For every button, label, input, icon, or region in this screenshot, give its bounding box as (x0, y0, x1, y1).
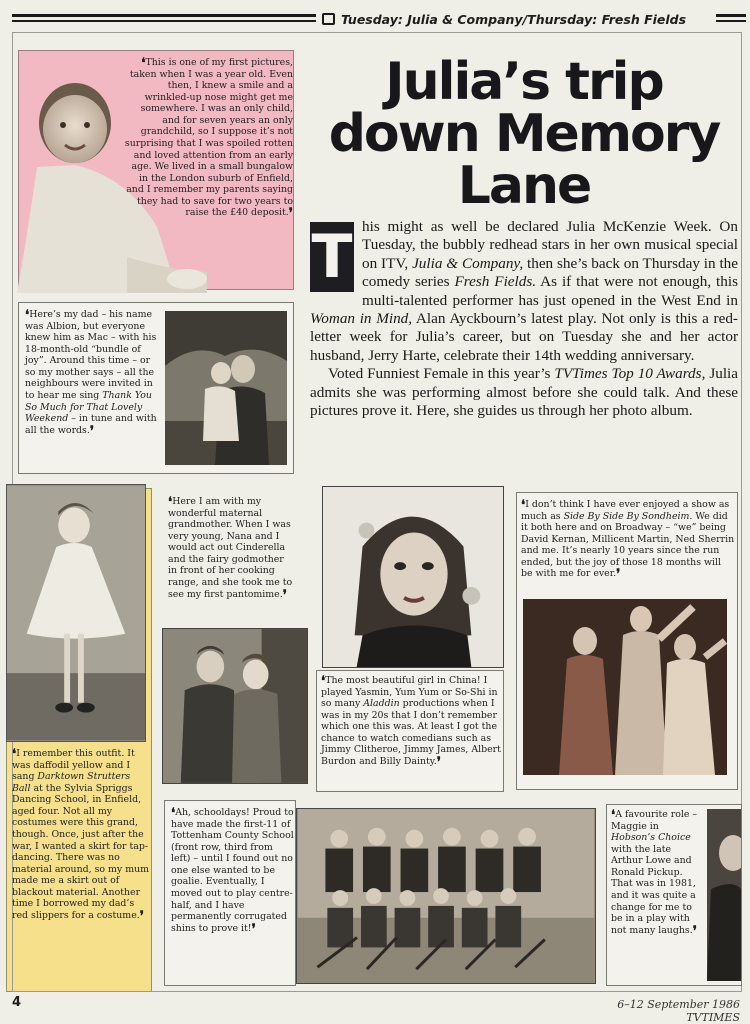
grandmother-caption: ❛Here I am with my wonderful maternal grandmother. When I was very young, Nana and I would act out Cinderella and the fairy godmother in front of her cooking range, and she took me to see my first pantomime.❜ (168, 495, 293, 603)
sondheim-photo (523, 599, 727, 775)
page-number: 4 (12, 995, 22, 1010)
intro-text (310, 218, 738, 420)
intro-paragraph-1: his might as well be declared Julia McKenzie Week. On Tuesday, the bubbly redhead stars in her own musical special on ITV, Julia & Company, then she’s back on Thursday in the comedy series Fresh Fields. As if that were not enough, this multi-talented performer has just opened in the West End in Woman in Mind, Alan Ayckbourn’s latest play. Not only is this a red-letter week for Julia’s career, but on Tuesday she and her actor husband, Jerry Harte, celebrate their 14th wedding anniversary. (310, 218, 738, 364)
issue-line: 6–12 September 1986 TVTIMES (617, 998, 740, 1024)
open-quote-icon: ❛ (611, 808, 616, 823)
dad-panel (18, 302, 294, 474)
sondheim-caption: ❛I don’t think I have ever enjoyed a show as much as Side By Side By Sondheim. We did it both here and on Broadway – “we” being David Kernan, Millicent Martin, Ned Sherrin and me. It’s nearly 10 years since the run ended, but the joy of those 18 months will be with me for ever.❜ (521, 498, 735, 583)
school-caption: ❛Ah, schooldays! Proud to have made the first-11 of Tottenham County School (front row, third from left) – until I found out no one else wanted to be goalie. Eventually, I moved out to play centre-half, and I have permanently corrugated shins to prove it!❜ (171, 806, 294, 937)
tv-box-icon (322, 13, 335, 25)
dad-photo (165, 311, 287, 465)
drop-cap: T (311, 222, 353, 292)
open-quote-icon: ❛ (168, 495, 173, 510)
aladdin-photo (322, 486, 504, 668)
close-quote-icon: ❜ (436, 754, 441, 770)
open-quote-icon: ❛ (25, 308, 30, 323)
open-quote-icon: ❛ (141, 56, 146, 71)
aladdin-caption: ❛The most beautiful girl in China! I played Yasmin, Yum Yum or So-Shi in so many Aladdin productions when I was in my 20s that I don’t remember which one this was. At least I got the chance to watch comedians such as Jimmy Clitheroe, Jimmy James, Albert Burdon and Billy Dainty.❜ (321, 674, 501, 770)
close-quote-icon: ❜ (288, 206, 293, 222)
close-quote-icon: ❜ (251, 921, 256, 937)
open-quote-icon: ❛ (171, 806, 176, 821)
hobson-panel (606, 804, 742, 986)
hobson-caption: ❛A favourite role – Maggie in Hobson’s Choice with the late Arthur Lowe and Ronald Pickup. That was in 1981, and it was quite a change for me to be in a play with not many laughs.❜ (611, 808, 698, 939)
close-quote-icon: ❜ (139, 908, 144, 924)
open-quote-icon: ❛ (321, 674, 326, 689)
article-title (306, 50, 742, 214)
grandmother-photo (162, 628, 308, 784)
section-header-text: Tuesday: Julia & Company/Thursday: Fresh Fields (341, 11, 687, 27)
baby-caption: ❛This is one of my first pictures, taken when I was a year old. Even then, I knew a smile and a wrinkled-up nose might get me somewhere. I was an only child, and for seven years an only grandchild, so I suppose it’s not surprising that I was spoiled rotten and loved attention from an early age. We lived in a small bungalow in the London suburb of Enfield, and I remember my parents saying they had to save for two years to raise the £40 deposit.❜ (124, 56, 293, 222)
school-team-photo (296, 808, 596, 984)
close-quote-icon: ❜ (282, 587, 287, 603)
close-quote-icon: ❜ (616, 567, 621, 583)
close-quote-icon: ❜ (692, 923, 697, 939)
title-line-2: down Memory (328, 104, 720, 164)
section-header (322, 10, 722, 28)
header-rule-left (12, 14, 316, 22)
aladdin-panel (316, 670, 504, 792)
title-line-1: Julia’s trip (385, 52, 663, 112)
outfit-photo (6, 484, 146, 742)
school-panel (164, 800, 296, 986)
title-line-3: Lane (457, 156, 591, 216)
close-quote-icon: ❜ (89, 423, 95, 439)
header-rule-right (716, 14, 746, 22)
hobson-photo (707, 809, 741, 981)
intro-paragraph-2: Voted Funniest Female in this year’s TVTimes Top 10 Awards, Julia admits she was performing almost before she could talk. And these pictures prove it. Here, she guides us through her photo album. (310, 365, 738, 419)
sondheim-panel (516, 492, 738, 790)
open-quote-icon: ❛ (521, 498, 526, 513)
dad-caption: ❛Here’s my dad – his name was Albion, but everyone knew him as Mac – with his 18-month-old “bundle of joy”. Around this time – or so my mother says – all the neighbours were invited in to hear me sing Thank You So Much for That Lovely Weekend – in tune and with all the words.❜ (25, 308, 157, 439)
outfit-caption: ❛I remember this outfit. It was daffodil yellow and I sang Darktown Strutters Ball at the Sylvia Spriggs Dancing School, in Enfield, aged four. Not all my costumes were this grand, though. Once, just after the war, I wanted a skirt for tap-dancing. There was no material around, so my mum made me a skirt out of blackout material. Another time I borrowed my dad’s red slippers for a costume.❜ (12, 747, 150, 924)
open-quote-icon: ❛ (12, 747, 17, 762)
baby-panel (18, 50, 294, 290)
grandmother-panel (162, 492, 296, 626)
